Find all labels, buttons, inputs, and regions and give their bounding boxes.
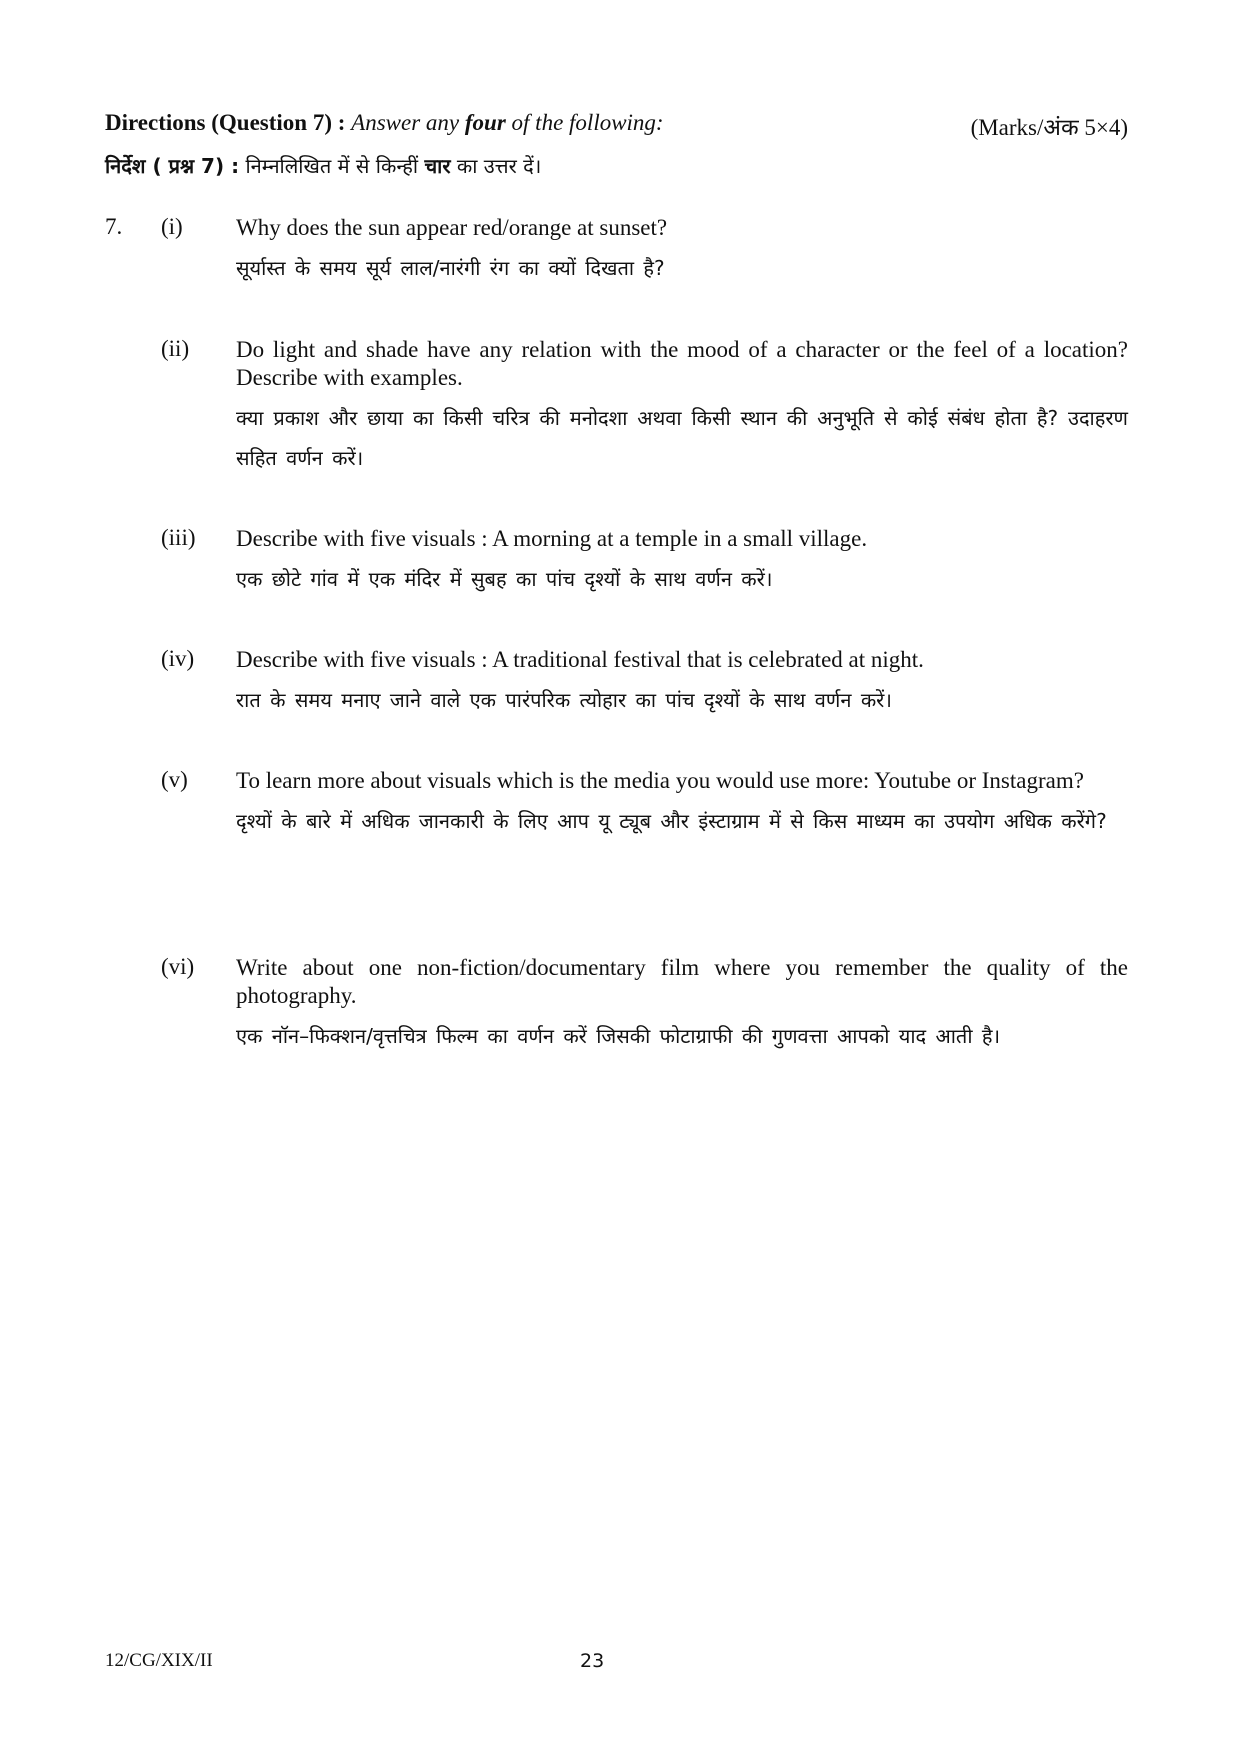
- question-number: 7.: [105, 214, 123, 239]
- part-hindi-text: सूर्यास्त के समय सूर्य लाल/नारंगी रंग का क्यों दिखता है?: [236, 256, 665, 280]
- part-hindi-text: रात के समय मनाए जाने वाले एक पारंपरिक त्योहार का पांच दृश्यों के साथ वर्णन करें।: [236, 688, 892, 712]
- part-hindi-text: दृश्यों के बारे में अधिक जानकारी के लिए आप यू ट्यूब और इंस्टाग्राम में से किस माध्यम का उपयोग अधिक करेंगे?: [236, 809, 1107, 833]
- directions-hindi: [105, 152, 541, 179]
- directions-text-pre: Answer any: [351, 110, 460, 135]
- directions-hindi-post: का उत्तर दें।: [456, 154, 542, 178]
- part-roman: (v): [161, 767, 188, 792]
- part-roman: (iii): [161, 525, 196, 550]
- directions-hindi-bold: चार: [424, 154, 451, 178]
- part-english-text: Describe with five visuals : A traditional festival that is celebrated at night.: [236, 647, 924, 672]
- marks-label: (Marks/अंक 5×4): [970, 115, 1128, 140]
- part-hindi-text: एक नॉन–फिक्शन/वृत्तचित्र फिल्म का वर्णन करें जिसकी फोटाग्राफी की गुणवत्ता आपको याद आती है।: [236, 1024, 1001, 1048]
- directions-hindi-label: निर्देश ( प्रश्न 7) :: [105, 154, 240, 178]
- part-roman: (vi): [161, 954, 195, 979]
- page-number: 23: [580, 1650, 605, 1672]
- directions-hindi-pre: निम्नलिखित में से किन्हीं: [245, 154, 419, 178]
- part-english-text: Describe with five visuals : A morning at a temple in a small village.: [236, 526, 868, 551]
- part-roman: (i): [161, 214, 183, 239]
- part-hindi-text: एक छोटे गांव में एक मंदिर में सुबह का पांच दृश्यों के साथ वर्णन करें।: [236, 567, 773, 591]
- paper-code: 12/CG/XIX/II: [105, 1650, 213, 1671]
- directions-english: [105, 110, 664, 136]
- part-english-text: To learn more about visuals which is the media you would use more: Youtube or Instagram?: [236, 768, 1084, 793]
- directions-text-post: of the following:: [511, 110, 664, 135]
- directions-label: Directions (Question 7) :: [105, 110, 346, 135]
- part-hindi-text: क्या प्रकाश और छाया का किसी चरित्र की मनोदशा अथवा किसी स्थान की अनुभूति से कोई संबंध होता है? उदाहरण सहित वर्णन करें।: [236, 406, 1128, 470]
- part-roman: (ii): [161, 336, 190, 361]
- part-english-text: Do light and shade have any relation with the mood of a character or the feel of a location? Describe with examples.: [236, 337, 1128, 390]
- part-english-text: Write about one non-fiction/documentary film where you remember the quality of the photography.: [236, 955, 1128, 1008]
- directions-text-bold: four: [464, 110, 506, 135]
- part-english-text: Why does the sun appear red/orange at sunset?: [236, 215, 668, 240]
- part-roman: (iv): [161, 646, 195, 671]
